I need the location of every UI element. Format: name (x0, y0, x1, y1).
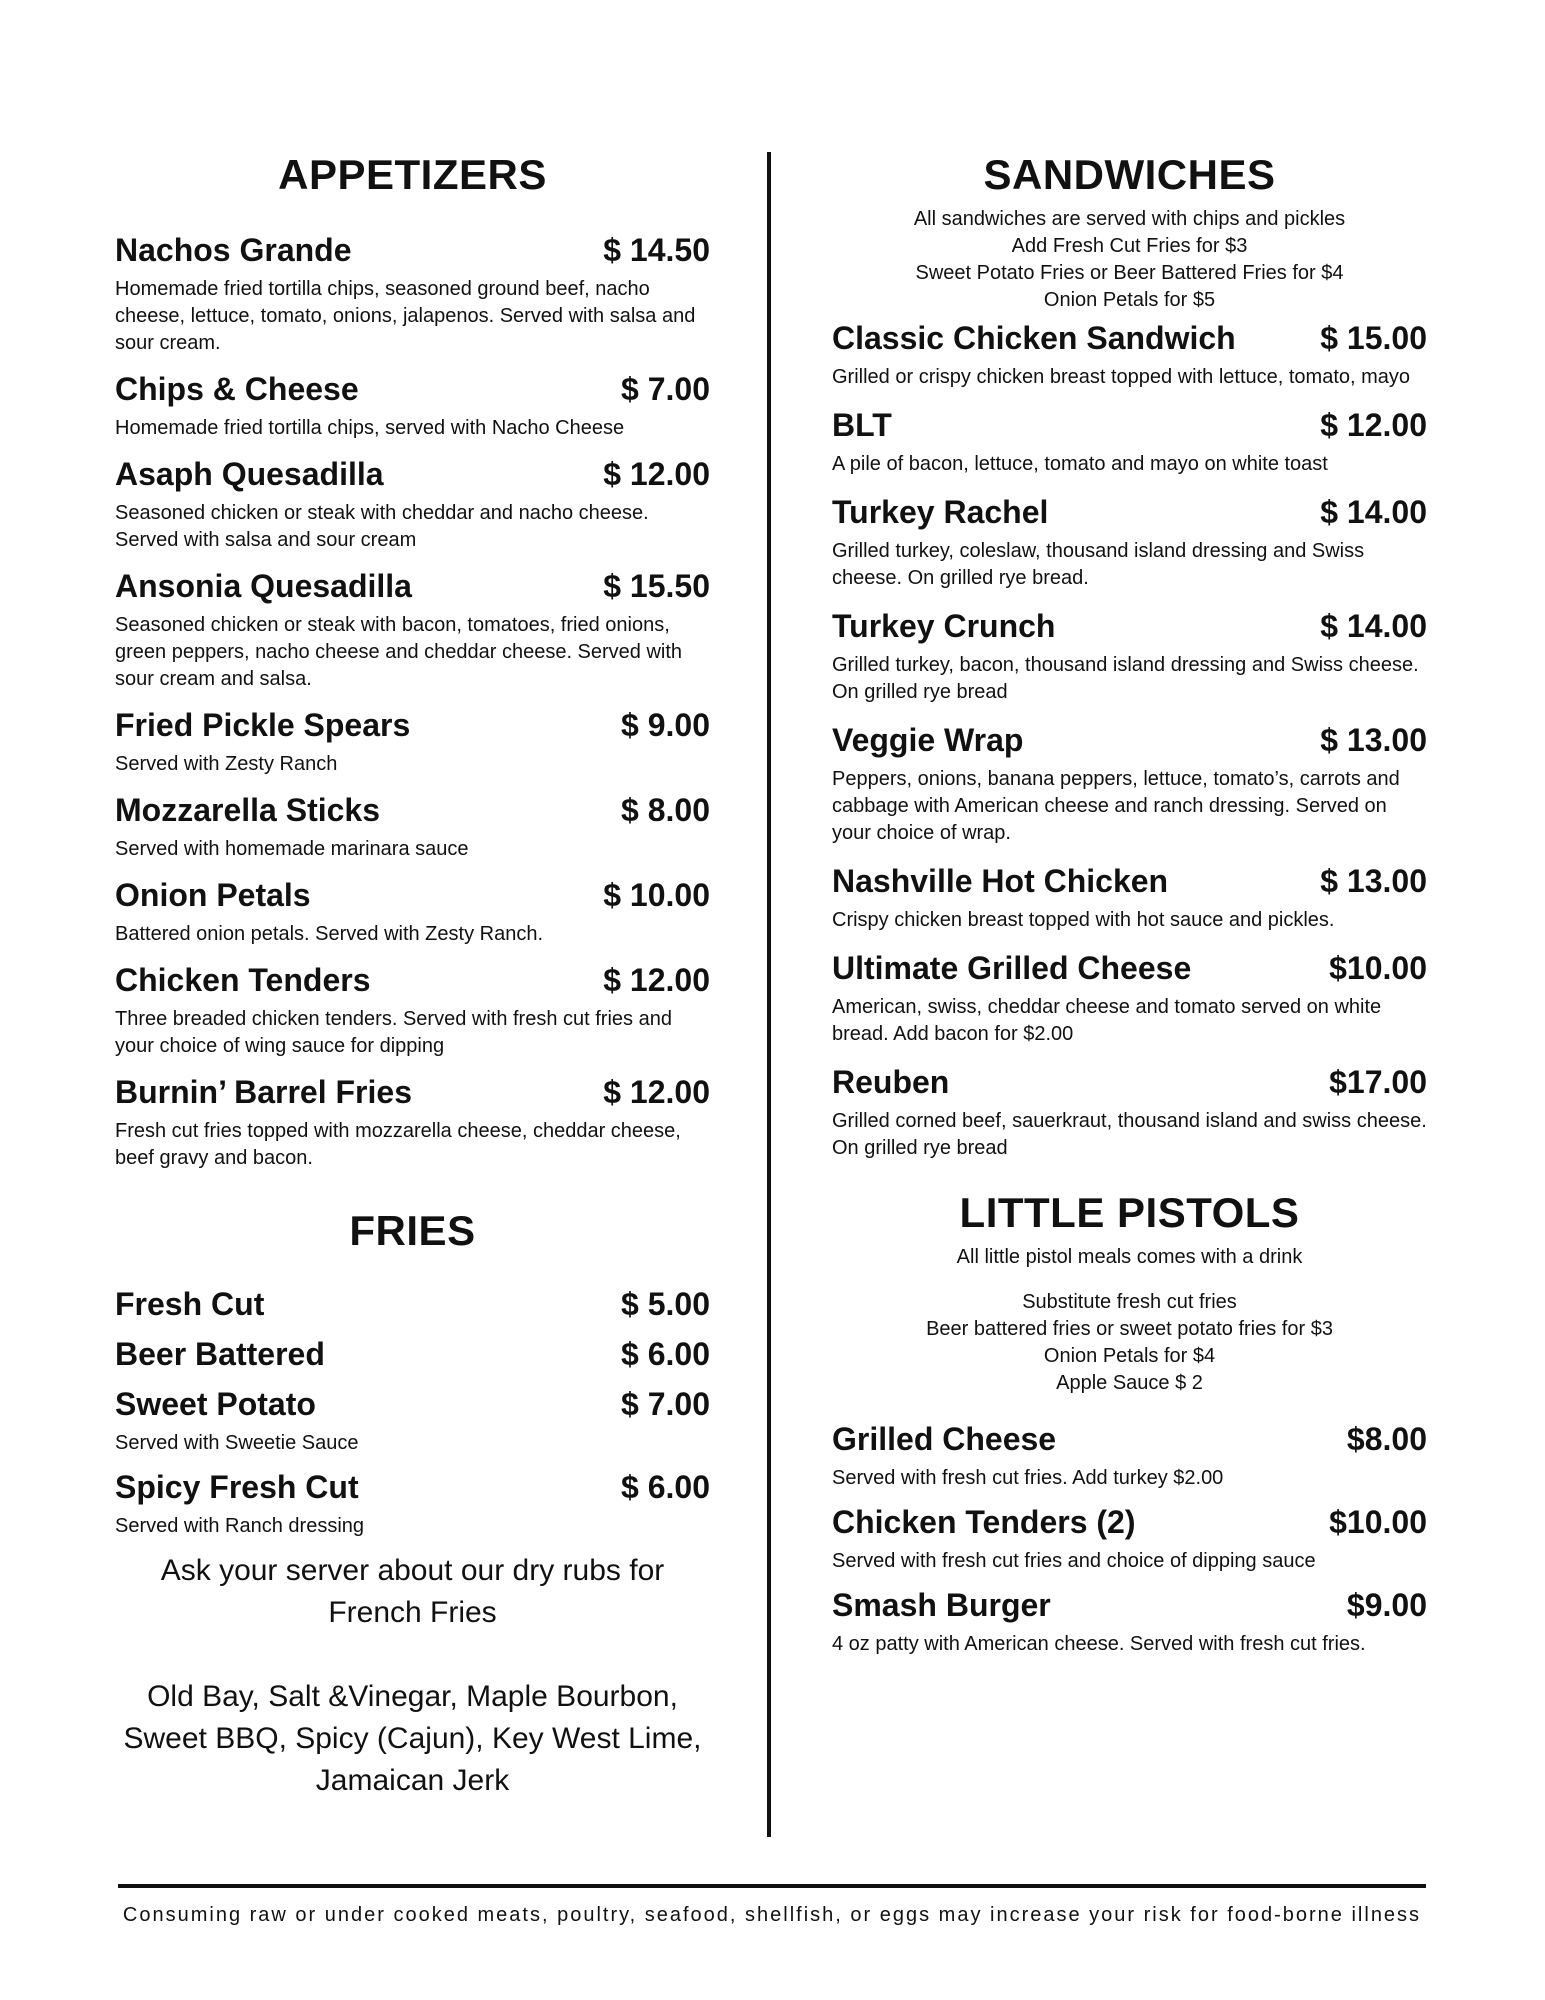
menu-item (115, 1334, 710, 1374)
item-description: Fresh cut fries topped with mozzarella cheese, cheddar cheese, beef gravy and bacon. (115, 1120, 681, 1169)
little-pistols-substitutions (832, 1289, 1427, 1397)
item-description: Served with fresh cut fries. Add turkey $2.00 (832, 1467, 1224, 1489)
item-price: $ 6.00 (621, 1469, 710, 1505)
item-description: Served with homemade marinara sauce (115, 838, 469, 860)
item-name: Grilled Cheese (832, 1421, 1057, 1457)
item-description: Grilled or crispy chicken breast topped with lettuce, tomato, mayo (832, 366, 1411, 388)
item-name: Ansonia Quesadilla (115, 568, 412, 604)
item-price: $8.00 (1346, 1421, 1427, 1457)
item-name: Veggie Wrap (832, 722, 1024, 758)
menu-item (115, 1072, 710, 1172)
menu-item (832, 318, 1427, 391)
item-price: $17.00 (1329, 1064, 1427, 1100)
item-price: $ 13.00 (1320, 722, 1427, 758)
sandwiches-intro (832, 206, 1427, 314)
item-description: American, swiss, cheddar cheese and tomato served on white bread. Add bacon for $2.00 (832, 996, 1382, 1045)
item-price: $ 15.00 (1320, 320, 1427, 356)
item-price: $ 10.00 (603, 877, 710, 913)
item-price: $ 13.00 (1320, 863, 1427, 899)
menu-item (115, 1467, 710, 1540)
item-name: Sweet Potato (115, 1386, 316, 1422)
item-description: Grilled corned beef, sauerkraut, thousand island and swiss cheese. On grilled rye bread (832, 1110, 1427, 1159)
item-name: Beer Battered (115, 1336, 325, 1372)
substitution-line: Beer battered fries or sweet potato fries for $3 (926, 1318, 1333, 1340)
menu-item (832, 861, 1427, 934)
fries-list (115, 1284, 710, 1540)
menu-item (832, 1062, 1427, 1162)
menu-item (115, 875, 710, 948)
menu-item (832, 606, 1427, 706)
item-price: $ 15.50 (603, 568, 710, 604)
item-description: Grilled turkey, bacon, thousand island dressing and Swiss cheese. On grilled rye bread (832, 654, 1419, 703)
menu-item (832, 1585, 1427, 1658)
intro-line: Onion Petals for $5 (1043, 289, 1216, 311)
substitution-line: Onion Petals for $4 (1043, 1345, 1216, 1367)
item-name: Chicken Tenders (2) (832, 1504, 1136, 1540)
item-name: BLT (832, 407, 892, 443)
dry-rubs-list: Old Bay, Salt &Vinegar, Maple Bourbon, Sweet BBQ, Spicy (Cajun), Key West Lime, Jamaican Jerk (123, 1680, 702, 1797)
menu-item (115, 454, 710, 554)
item-price: $ 6.00 (621, 1336, 710, 1372)
item-name: Nashville Hot Chicken (832, 863, 1169, 899)
menu-item (832, 1419, 1427, 1492)
item-name: Nachos Grande (115, 232, 352, 268)
item-price: $ 9.00 (621, 707, 710, 743)
item-price: $ 12.00 (603, 962, 710, 998)
intro-line: Add Fresh Cut Fries for $3 (1011, 235, 1248, 257)
item-name: Ultimate Grilled Cheese (832, 950, 1192, 986)
column-divider (767, 152, 771, 1837)
appetizers-title: APPETIZERS (278, 151, 547, 198)
sandwiches-list (832, 318, 1427, 1162)
item-price: $ 12.00 (603, 1074, 710, 1110)
menu-item (115, 1384, 710, 1457)
menu-item (115, 960, 710, 1060)
item-description: Three breaded chicken tenders. Served with fresh cut fries and your choice of wing sauce for dipping (115, 1008, 672, 1057)
sandwiches-title: SANDWICHES (983, 151, 1276, 198)
right-column (832, 148, 1427, 1668)
dry-rubs-note: Ask your server about our dry rubs for French Fries (160, 1554, 665, 1629)
item-price: $9.00 (1346, 1587, 1427, 1623)
item-description: Homemade fried tortilla chips, served with Nacho Cheese (115, 417, 625, 439)
item-name: Asaph Quesadilla (115, 456, 384, 492)
menu-item (832, 948, 1427, 1048)
item-price: $ 14.50 (603, 232, 710, 268)
intro-line: Sweet Potato Fries or Beer Battered Fries for $4 (915, 262, 1344, 284)
item-price: $ 7.00 (621, 371, 710, 407)
footer-divider (118, 1884, 1426, 1888)
item-name: Fried Pickle Spears (115, 707, 411, 743)
menu-item (115, 790, 710, 863)
item-description: A pile of bacon, lettuce, tomato and mayo on white toast (832, 453, 1328, 475)
intro-line: All sandwiches are served with chips and pickles (913, 208, 1346, 230)
item-name: Fresh Cut (115, 1286, 265, 1322)
item-description: Peppers, onions, banana peppers, lettuce, tomato’s, carrots and cabbage with American cheese and ranch dressing. Served on your choice of wrap. (832, 768, 1400, 844)
menu-item (115, 705, 710, 778)
left-column (115, 148, 710, 1802)
little-pistols-title: LITTLE PISTOLS (959, 1189, 1300, 1236)
substitution-line: Substitute fresh cut fries (1022, 1291, 1237, 1313)
menu-item (115, 566, 710, 693)
menu-item (832, 1502, 1427, 1575)
item-description: Crispy chicken breast topped with hot sauce and pickles. (832, 909, 1335, 931)
item-description: Served with fresh cut fries and choice of dipping sauce (832, 1550, 1316, 1572)
item-description: Served with Zesty Ranch (115, 753, 338, 775)
item-description: 4 oz patty with American cheese. Served with fresh cut fries. (832, 1633, 1366, 1655)
food-safety-disclaimer: Consuming raw or under cooked meats, poultry, seafood, shellfish, or eggs may increase your risk for food-borne illness (122, 1904, 1422, 1926)
item-description: Battered onion petals. Served with Zesty Ranch. (115, 923, 544, 945)
item-price: $ 8.00 (621, 792, 710, 828)
menu-item (115, 230, 710, 357)
item-name: Turkey Rachel (832, 494, 1049, 530)
item-price: $ 14.00 (1320, 494, 1427, 530)
menu-item (115, 369, 710, 442)
item-name: Smash Burger (832, 1587, 1051, 1623)
item-price: $ 12.00 (1320, 407, 1427, 443)
item-name: Onion Petals (115, 877, 311, 913)
item-description: Seasoned chicken or steak with bacon, tomatoes, fried onions, green peppers, nacho cheese and cheddar cheese. Served with sour cream and salsa. (115, 614, 683, 690)
item-name: Classic Chicken Sandwich (832, 320, 1236, 356)
item-name: Chicken Tenders (115, 962, 371, 998)
menu-item (832, 492, 1427, 592)
item-name: Reuben (832, 1064, 950, 1100)
item-description: Served with Ranch dressing (115, 1515, 365, 1537)
item-name: Chips & Cheese (115, 371, 359, 407)
item-name: Spicy Fresh Cut (115, 1469, 359, 1505)
item-price: $ 7.00 (621, 1386, 710, 1422)
fries-title: FRIES (349, 1207, 476, 1254)
item-name: Burnin’ Barrel Fries (115, 1074, 412, 1110)
item-price: $ 5.00 (621, 1286, 710, 1322)
appetizers-list (115, 230, 710, 1172)
item-price: $10.00 (1329, 950, 1427, 986)
item-name: Mozzarella Sticks (115, 792, 380, 828)
item-description: Grilled turkey, coleslaw, thousand island dressing and Swiss cheese. On grilled rye bread. (832, 540, 1365, 589)
item-price: $ 12.00 (603, 456, 710, 492)
item-name: Turkey Crunch (832, 608, 1056, 644)
item-description: Served with Sweetie Sauce (115, 1432, 359, 1454)
item-price: $10.00 (1329, 1504, 1427, 1540)
menu-item (115, 1284, 710, 1324)
substitution-line: Apple Sauce $ 2 (1056, 1372, 1203, 1394)
menu-item (832, 405, 1427, 478)
little-pistols-intro: All little pistol meals comes with a drink (956, 1246, 1303, 1268)
item-price: $ 14.00 (1320, 608, 1427, 644)
item-description: Seasoned chicken or steak with cheddar and nacho cheese. Served with salsa and sour cream (115, 502, 649, 551)
menu-item (832, 720, 1427, 847)
item-description: Homemade fried tortilla chips, seasoned ground beef, nacho cheese, lettuce, tomato, onions, jalapenos. Served with salsa and sour cream. (115, 278, 696, 354)
little-pistols-list (832, 1419, 1427, 1658)
